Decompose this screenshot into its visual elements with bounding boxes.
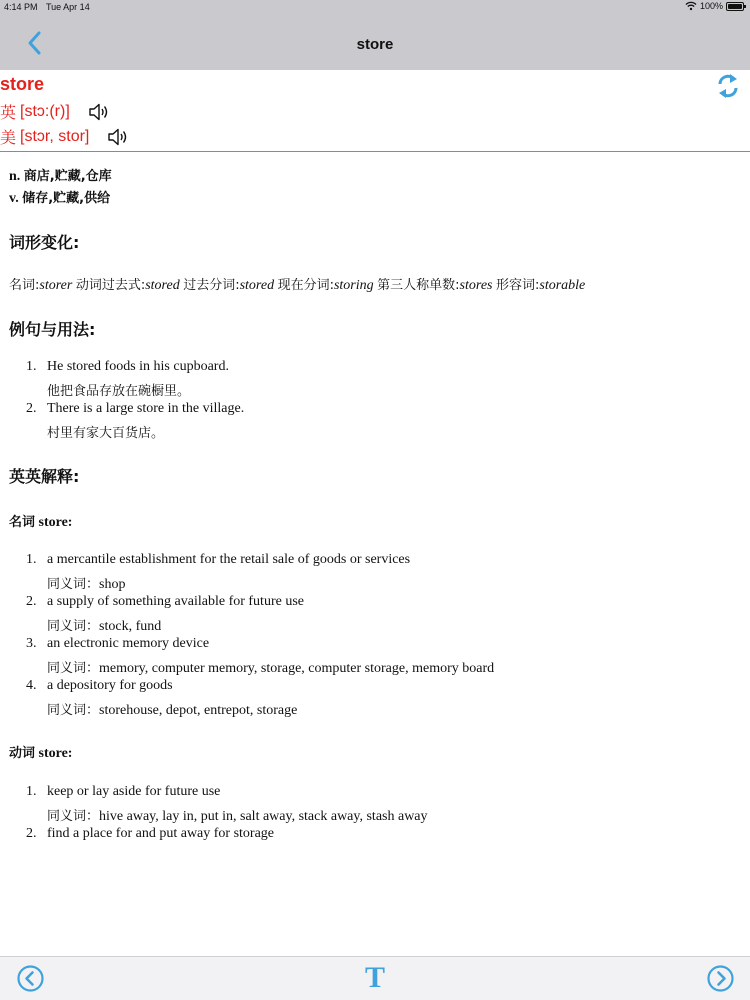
status-indicators	[685, 1, 744, 11]
synonym-values: hive away, lay in, put in, salt away, stack away, stash away	[99, 809, 428, 824]
sense-pos: v.	[9, 191, 19, 206]
sense-meaning: 商店,贮藏,仓库	[23, 169, 112, 184]
verb-heading-zh: 动词	[9, 746, 36, 761]
definition-text: a depository for goods	[47, 678, 173, 693]
definition-number: 2.	[26, 594, 37, 609]
us-speaker-icon[interactable]	[107, 127, 129, 147]
wifi-icon	[685, 1, 697, 11]
definition-text: a supply of something available for future use	[47, 594, 304, 609]
definition-number: 1.	[26, 784, 37, 799]
synonym-label: 同义词：	[47, 661, 100, 676]
form-value: storable	[539, 278, 586, 293]
form-label: 过去分词:	[183, 278, 240, 293]
definition-number: 1.	[26, 552, 37, 567]
synonym-line	[47, 615, 161, 635]
nav-title: store	[356, 36, 394, 53]
definition-text: a mercantile establishment for the retail sale of goods or services	[47, 552, 411, 567]
example-number: 2.	[26, 401, 37, 416]
form-value: storer	[39, 278, 73, 293]
form-value: stored	[145, 278, 180, 293]
example-chinese: 村里有家大百货店。	[47, 426, 165, 441]
example-english: He stored foods in his cupboard.	[47, 359, 229, 374]
form-label: 现在分词:	[277, 278, 334, 293]
sense-verb	[9, 187, 110, 207]
status-date: Tue Apr 14	[46, 2, 90, 12]
uk-speaker-icon[interactable]	[88, 102, 110, 122]
form-value: stored	[239, 278, 275, 293]
verb-heading	[9, 742, 72, 762]
form-label: 形容词:	[495, 278, 540, 293]
noun-heading	[9, 511, 72, 531]
status-bar	[0, 0, 750, 16]
word-header	[0, 70, 750, 152]
english-defs-heading: 英英解释:	[9, 467, 80, 486]
example-number: 1.	[26, 359, 37, 374]
uk-phonetic: [stɔ:(r)]	[20, 102, 70, 120]
form-value: storing	[333, 278, 374, 293]
synonym-values: shop	[99, 577, 126, 592]
sense-meaning: 储存,贮藏,供给	[22, 191, 111, 206]
form-label: 名词:	[9, 278, 40, 293]
verb-heading-en: store:	[38, 746, 73, 761]
synonym-line	[47, 657, 494, 677]
synonym-label: 同义词：	[47, 703, 100, 718]
us-pronunciation	[0, 125, 129, 148]
sense-noun	[9, 165, 112, 185]
us-label: 美	[0, 130, 17, 147]
refresh-icon[interactable]	[716, 72, 740, 100]
example-chinese: 他把食品存放在碗橱里。	[47, 384, 191, 399]
form-label: 第三人称单数:	[377, 278, 460, 293]
definition-content	[0, 152, 750, 956]
font-size-button[interactable]: T	[364, 961, 385, 994]
synonym-line	[47, 573, 125, 593]
previous-circle-icon[interactable]	[17, 965, 44, 992]
bottom-toolbar	[0, 956, 750, 1000]
next-circle-icon[interactable]	[707, 965, 734, 992]
navigation-bar	[0, 16, 750, 70]
uk-label: 英	[0, 105, 17, 122]
sense-pos: n.	[9, 169, 21, 184]
headword: store	[0, 74, 45, 94]
forms-heading: 词形变化:	[9, 233, 80, 252]
uk-pronunciation	[0, 100, 110, 123]
form-value: stores	[459, 278, 493, 293]
synonym-values: storehouse, depot, entrepot, storage	[99, 703, 298, 718]
battery-percent: 100%	[699, 1, 723, 11]
definition-number: 2.	[26, 826, 37, 841]
noun-heading-en: store:	[38, 515, 73, 530]
synonym-label: 同义词：	[47, 577, 100, 592]
definition-number: 3.	[26, 636, 37, 651]
status-time: 4:14 PM	[4, 2, 38, 12]
definition-text: an electronic memory device	[47, 636, 210, 651]
synonym-label: 同义词：	[47, 809, 100, 824]
definition-text: keep or lay aside for future use	[47, 784, 221, 799]
definition-number: 4.	[26, 678, 37, 693]
battery-icon	[726, 2, 744, 11]
example-english: There is a large store in the village.	[47, 401, 245, 416]
examples-heading: 例句与用法:	[9, 320, 96, 339]
synonym-label: 同义词：	[47, 619, 100, 634]
us-phonetic: [stɔr, stor]	[20, 127, 90, 145]
noun-heading-zh: 名词	[9, 515, 36, 530]
form-label: 动词过去式:	[75, 278, 146, 293]
synonym-line	[47, 805, 428, 825]
synonym-line	[47, 699, 297, 719]
forms-line	[9, 274, 585, 294]
synonym-values: memory, computer memory, storage, computer storage, memory board	[99, 661, 495, 676]
synonym-values: stock, fund	[99, 619, 162, 634]
definition-text: find a place for and put away for storage	[47, 826, 275, 841]
